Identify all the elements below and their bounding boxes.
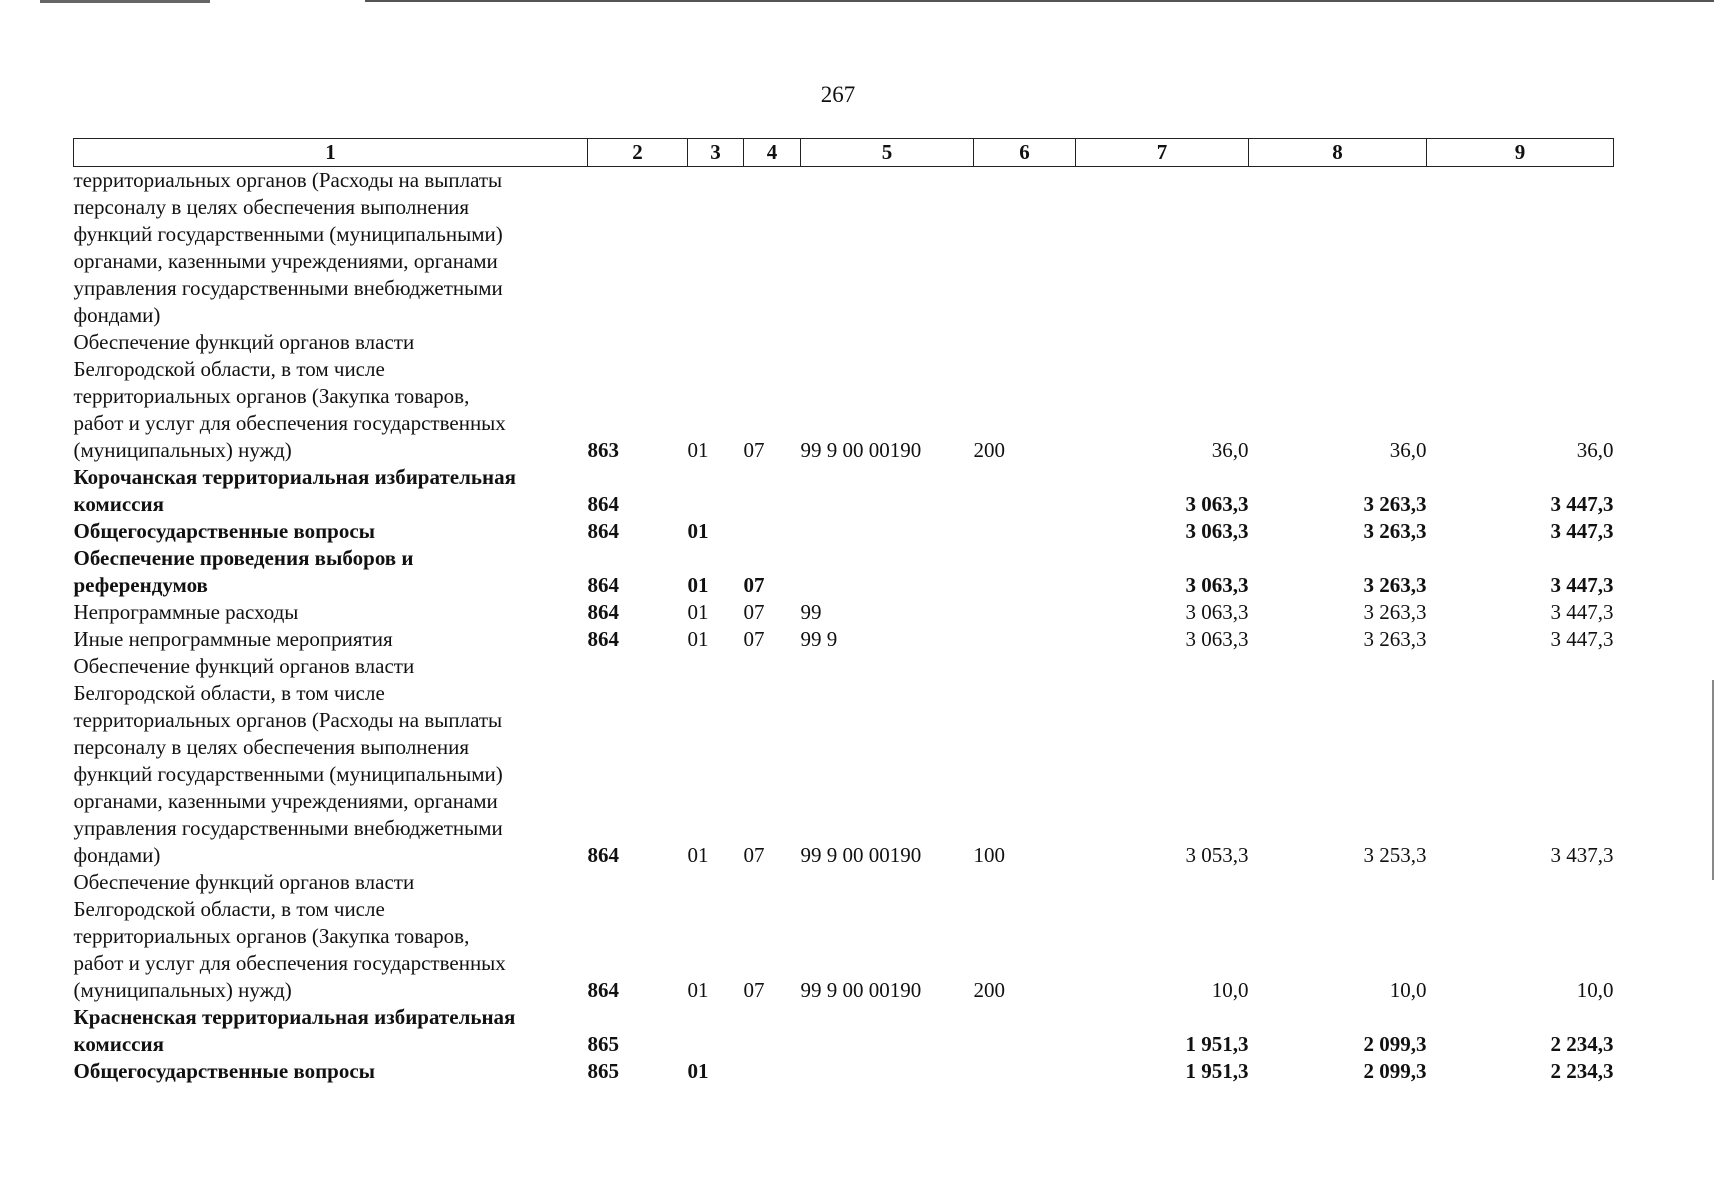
cell-code-admin: 864 [587, 843, 619, 867]
cell-subsection [744, 1058, 801, 1085]
row-name-line: управления государственными внебюджетными [73, 816, 503, 840]
col-header-2: 2 [588, 139, 688, 167]
cell-code-admin: 865 [587, 1032, 619, 1056]
cell-amount-3 [1427, 167, 1614, 330]
col-header-7: 7 [1076, 139, 1249, 167]
cell-amount-3: 3 447,3 [1550, 573, 1614, 597]
row-name-line: органами, казенными учреждениями, органами [73, 789, 498, 813]
budget-table [73, 138, 1614, 1085]
row-name [74, 626, 588, 653]
cell-expense-type [974, 464, 1076, 518]
row-name-line: комиссия [73, 1032, 164, 1056]
cell-amount-3: 3 437,3 [1550, 843, 1614, 867]
cell-subsection: 07 [743, 978, 765, 1002]
row-name-line: комиссия [73, 492, 164, 516]
row-name [74, 167, 588, 330]
row-name [74, 1058, 588, 1085]
cell-section: 01 [687, 1059, 709, 1083]
row-name-line: фондами) [73, 303, 161, 327]
cell-section: 01 [687, 519, 709, 543]
cell-amount-3: 10,0 [1576, 978, 1614, 1002]
cell-subsection: 07 [743, 627, 765, 651]
row-name-line: функций государственными (муниципальными) [73, 762, 503, 786]
header-row [74, 139, 1614, 167]
cell-code-admin: 864 [587, 600, 619, 624]
table-row [74, 869, 1614, 1004]
cell-subsection [744, 464, 801, 518]
row-name-line: территориальных органов (Расходы на выплаты [73, 708, 503, 732]
row-name-line: работ и услуг для обеспечения государственных [73, 411, 506, 435]
cell-subsection: 07 [743, 600, 765, 624]
row-name-line: (муниципальных) нужд) [73, 438, 292, 462]
col-header-9: 9 [1427, 139, 1614, 167]
row-name-line: Обеспечение функций органов власти [73, 654, 415, 678]
row-name-line: Обеспечение проведения выборов и [73, 546, 414, 570]
cell-amount-2 [1249, 167, 1427, 330]
cell-target-article [801, 1058, 974, 1085]
row-name-line: органами, казенными учреждениями, органами [73, 249, 498, 273]
cell-amount-2: 2 099,3 [1363, 1059, 1427, 1083]
cell-amount-2: 3 263,3 [1363, 573, 1427, 597]
cell-amount-1: 3 063,3 [1185, 519, 1249, 543]
cell-code-admin: 865 [587, 1059, 619, 1083]
cell-expense-type: 100 [973, 843, 1005, 867]
cell-amount-3: 2 234,3 [1550, 1032, 1614, 1056]
col-header-1: 1 [74, 139, 588, 167]
scan-edge-top [365, 0, 1714, 2]
cell-section: 01 [687, 627, 709, 651]
cell-expense-type [974, 545, 1076, 599]
cell-amount-3: 3 447,3 [1550, 492, 1614, 516]
cell-section: 01 [687, 438, 709, 462]
cell-expense-type [974, 1058, 1076, 1085]
cell-target-article: 99 9 00 00190 [800, 438, 922, 462]
cell-expense-type: 200 [973, 438, 1005, 462]
cell-amount-2: 10,0 [1389, 978, 1427, 1002]
cell-amount-2: 3 263,3 [1363, 627, 1427, 651]
cell-amount-2: 3 263,3 [1363, 519, 1427, 543]
cell-amount-1: 1 951,3 [1185, 1032, 1249, 1056]
row-name-line: Иные непрограммные мероприятия [73, 627, 393, 651]
cell-subsection: 07 [743, 438, 765, 462]
table-row [74, 167, 1614, 330]
cell-target-article [801, 518, 974, 545]
cell-subsection [744, 1004, 801, 1058]
row-name-line: Корочанская территориальная избирательная [73, 465, 516, 489]
cell-amount-1: 3 063,3 [1185, 573, 1249, 597]
cell-code-admin: 864 [587, 492, 619, 516]
cell-section [688, 464, 744, 518]
row-name-line: управления государственными внебюджетными [73, 276, 503, 300]
cell-amount-2: 36,0 [1389, 438, 1427, 462]
cell-section [688, 1004, 744, 1058]
cell-amount-1: 3 053,3 [1185, 843, 1249, 867]
row-name-line: Белгородской области, в том числе [73, 357, 385, 381]
cell-amount-1: 3 063,3 [1185, 492, 1249, 516]
row-name [74, 464, 588, 518]
row-name-line: Красненская территориальная избирательная [73, 1005, 516, 1029]
row-name-line: территориальных органов (Закупка товаров, [73, 924, 470, 948]
row-name [74, 599, 588, 626]
cell-amount-3: 3 447,3 [1550, 627, 1614, 651]
cell-section: 01 [687, 573, 709, 597]
cell-code-admin: 864 [587, 978, 619, 1002]
row-name-line: фондами) [73, 843, 161, 867]
col-header-5: 5 [801, 139, 974, 167]
row-name [74, 518, 588, 545]
cell-amount-1: 3 063,3 [1185, 627, 1249, 651]
table-row [74, 545, 1614, 599]
cell-code-admin [588, 167, 688, 330]
cell-target-article [801, 545, 974, 599]
cell-subsection [744, 167, 801, 330]
col-header-6: 6 [974, 139, 1076, 167]
cell-target-article [801, 464, 974, 518]
row-name-line: территориальных органов (Расходы на выплаты [73, 168, 503, 192]
table-body [74, 167, 1614, 1086]
scan-edge-top-left [40, 0, 210, 3]
table-row [74, 329, 1614, 464]
row-name-line: Непрограммные расходы [73, 600, 299, 624]
table-row [74, 599, 1614, 626]
row-name [74, 653, 588, 869]
col-header-4: 4 [744, 139, 801, 167]
col-header-8: 8 [1249, 139, 1427, 167]
cell-subsection: 07 [743, 573, 765, 597]
row-name [74, 329, 588, 464]
row-name [74, 869, 588, 1004]
cell-target-article: 99 9 00 00190 [800, 978, 922, 1002]
cell-section: 01 [687, 600, 709, 624]
cell-amount-1: 3 063,3 [1185, 600, 1249, 624]
row-name-line: Обеспечение функций органов власти [73, 870, 415, 894]
table-row [74, 464, 1614, 518]
cell-amount-2: 3 263,3 [1363, 492, 1427, 516]
row-name [74, 1004, 588, 1058]
cell-amount-3: 36,0 [1576, 438, 1614, 462]
row-name-line: территориальных органов (Закупка товаров, [73, 384, 470, 408]
cell-expense-type [974, 167, 1076, 330]
cell-code-admin: 864 [587, 627, 619, 651]
cell-subsection: 07 [743, 843, 765, 867]
cell-amount-1: 36,0 [1211, 438, 1249, 462]
row-name [74, 545, 588, 599]
cell-expense-type [974, 626, 1076, 653]
cell-expense-type: 200 [973, 978, 1005, 1002]
row-name-line: работ и услуг для обеспечения государственных [73, 951, 506, 975]
cell-target-article: 99 9 00 00190 [800, 843, 922, 867]
table-row [74, 1004, 1614, 1058]
cell-target-article [801, 1004, 974, 1058]
cell-subsection [744, 518, 801, 545]
cell-amount-2: 3 253,3 [1363, 843, 1427, 867]
row-name-line: персоналу в целях обеспечения выполнения [73, 195, 470, 219]
row-name-line: Белгородской области, в том числе [73, 681, 385, 705]
row-name-line: Общегосударственные вопросы [73, 1059, 376, 1083]
row-name-line: Белгородской области, в том числе [73, 897, 385, 921]
cell-code-admin: 864 [587, 519, 619, 543]
cell-target-article [801, 167, 974, 330]
cell-amount-1: 1 951,3 [1185, 1059, 1249, 1083]
cell-amount-2: 3 263,3 [1363, 600, 1427, 624]
row-name-line: (муниципальных) нужд) [73, 978, 292, 1002]
table-row [74, 653, 1614, 869]
cell-amount-3: 2 234,3 [1550, 1059, 1614, 1083]
cell-section: 01 [687, 843, 709, 867]
table-row [74, 1058, 1614, 1085]
cell-code-admin: 863 [587, 438, 619, 462]
cell-expense-type [974, 1004, 1076, 1058]
row-name-line: референдумов [73, 573, 208, 597]
cell-amount-1 [1076, 167, 1249, 330]
cell-amount-2: 2 099,3 [1363, 1032, 1427, 1056]
cell-target-article: 99 [800, 600, 822, 624]
col-header-3: 3 [688, 139, 744, 167]
cell-amount-1: 10,0 [1211, 978, 1249, 1002]
row-name-line: Обеспечение функций органов власти [73, 330, 415, 354]
row-name-line: персоналу в целях обеспечения выполнения [73, 735, 470, 759]
cell-section [688, 167, 744, 330]
table-row [74, 626, 1614, 653]
cell-code-admin: 864 [587, 573, 619, 597]
table-row [74, 518, 1614, 545]
row-name-line: функций государственными (муниципальными) [73, 222, 503, 246]
cell-amount-3: 3 447,3 [1550, 600, 1614, 624]
cell-expense-type [974, 518, 1076, 545]
cell-expense-type [974, 599, 1076, 626]
cell-target-article: 99 9 [800, 627, 838, 651]
page-number: 267 [820, 82, 856, 107]
cell-section: 01 [687, 978, 709, 1002]
cell-amount-3: 3 447,3 [1550, 519, 1614, 543]
row-name-line: Общегосударственные вопросы [73, 519, 376, 543]
